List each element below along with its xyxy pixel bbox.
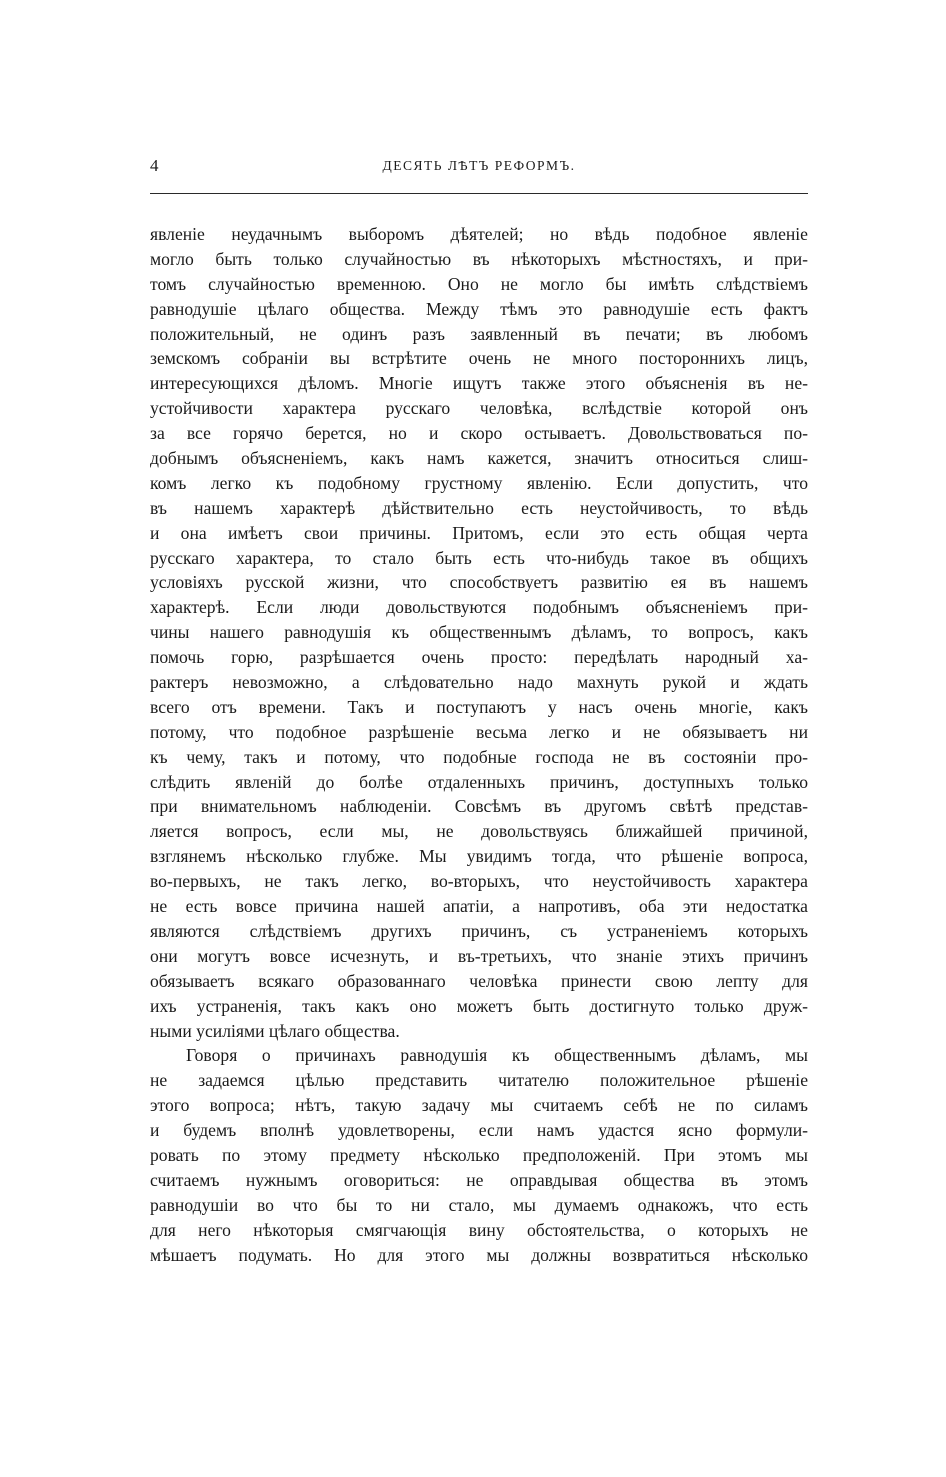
header-rule bbox=[150, 193, 808, 194]
text-line: и она имѣетъ свои причины. Притомъ, если это есть общая черта bbox=[150, 522, 808, 543]
paragraph bbox=[150, 222, 808, 1043]
text-line: положительный, не одинъ разъ заявленный въ печати; въ любомъ bbox=[150, 323, 808, 344]
text-line: въ нашемъ характерѣ дѣйствительно есть неустойчивость, то вѣдь bbox=[150, 497, 808, 518]
running-title: ДЕСЯТЬ ЛѢТЪ РЕФОРМЪ. bbox=[382, 158, 576, 173]
text-line: чины нашего равнодушія къ общественнымъ дѣламъ, то вопросъ, какъ bbox=[150, 622, 808, 643]
text-line: и будемъ вполнѣ удовлетворены, если намъ удастся ясно формули- bbox=[150, 1120, 808, 1141]
text-line: за все горячо берется, но и скоро остываетъ. Довольствоваться по- bbox=[150, 423, 808, 444]
text-line: этого вопроса; нѣтъ, такую задачу мы считаемъ себѣ не по силамъ bbox=[150, 1095, 808, 1116]
text-line: мѣшаетъ подумать. Но для этого мы должны возвратиться нѣсколько bbox=[150, 1244, 808, 1265]
text-line: равнодушіи во что бы то ни стало, мы думаемъ однакожъ, что есть bbox=[150, 1194, 808, 1215]
text-line: добнымъ объясненіемъ, какъ намъ кажется, значитъ относиться слиш- bbox=[150, 448, 808, 469]
text-line: считаемъ нужнымъ оговориться: не оправдывая общества въ этомъ bbox=[150, 1169, 808, 1190]
text-line: могло быть только случайностью въ нѣкоторыхъ мѣстностяхъ, и при- bbox=[150, 248, 808, 269]
text-line: не задаемся цѣлью представить читателю положительное рѣшеніе bbox=[150, 1070, 808, 1091]
body-text bbox=[150, 222, 808, 1267]
text-line: явленіе неудачнымъ выборомъ дѣятелей; но вѣдь подобное явленіе bbox=[150, 224, 808, 244]
text-line: во-первыхъ, не такъ легко, во-вторыхъ, что неустойчивость характера bbox=[150, 871, 808, 892]
text-line: рактеръ невозможно, а слѣдовательно надо махнуть рукой и ждать bbox=[150, 672, 808, 693]
text-line: устойчивости характера русскаго человѣка, вслѣдствіе которой онъ bbox=[150, 398, 808, 419]
text-line: при внимательномъ наблюденіи. Совсѣмъ въ другомъ свѣтѣ представ- bbox=[150, 796, 808, 817]
text-line: земскомъ собраніи вы встрѣтите очень не много постороннихъ лицъ, bbox=[150, 348, 808, 369]
text-line: являются слѣдствіемъ другихъ причинъ, съ устраненіемъ которыхъ bbox=[150, 920, 808, 941]
page-header bbox=[150, 152, 808, 182]
text-line: характерѣ. Если люди довольствуются подобнымъ объясненіемъ при- bbox=[150, 597, 808, 618]
text-line: ляется вопросъ, если мы, не довольствуясь ближайшей причиной, bbox=[150, 821, 808, 842]
text-line: ихъ устраненія, такъ какъ оно можетъ быть достигнуто только друж- bbox=[150, 995, 808, 1016]
text-line: условіяхъ русской жизни, что способствуетъ развитію ея въ нашемъ bbox=[150, 572, 808, 593]
text-line: они могутъ вовсе исчезнуть, и въ-третьихъ, что знаніе этихъ причинъ bbox=[150, 945, 808, 966]
text-line: ровать по этому предмету нѣсколько предположеній. При этомъ мы bbox=[150, 1144, 808, 1165]
text-line: всего отъ времени. Такъ и поступаютъ у насъ очень многіе, какъ bbox=[150, 696, 808, 717]
text-line: интересующихся дѣломъ. Многіе ищутъ также этого объясненія въ не- bbox=[150, 373, 808, 394]
text-line: обязываетъ всякаго образованнаго человѣка принести свою лепту для bbox=[150, 970, 808, 991]
text-line: къ чему, такъ и потому, что подобные господа не въ состояніи про- bbox=[150, 746, 808, 767]
text-line: помочь горю, разрѣшается очень просто: передѣлать народный ха- bbox=[150, 647, 808, 668]
text-line: равнодушіе цѣлаго общества. Между тѣмъ это равнодушіе есть фактъ bbox=[150, 298, 808, 319]
text-line: Говоря о причинахъ равнодушія къ общественнымъ дѣламъ, мы bbox=[186, 1045, 808, 1066]
text-line: потому, что подобное разрѣшеніе весьма легко и не обязываетъ ни bbox=[150, 721, 808, 742]
text-line: не есть вовсе причина нашей апатіи, а напротивъ, оба эти недостатка bbox=[150, 896, 808, 917]
text-line: томъ случайностью временною. Оно не могло бы имѣть слѣдствіемъ bbox=[150, 273, 808, 294]
text-line: комъ легко къ подобному грустному явленію. Если допустить, что bbox=[150, 472, 808, 493]
text-line: слѣдить явленій до болѣе отдаленныхъ причинъ, доступныхъ только bbox=[150, 771, 808, 792]
text-line: русскаго характера, то стало быть есть что-нибудь такое въ общихъ bbox=[150, 547, 808, 568]
text-line: для него нѣкоторыя смягчающія вину обстоятельства, о которыхъ не bbox=[150, 1219, 808, 1240]
text-line: ными усиліями цѣлаго общества. bbox=[150, 1020, 400, 1041]
paragraph bbox=[150, 1043, 808, 1267]
page-number: 4 bbox=[150, 156, 159, 175]
text-line: взглянемъ нѣсколько глубже. Мы увидимъ тогда, что рѣшеніе вопроса, bbox=[150, 846, 808, 867]
